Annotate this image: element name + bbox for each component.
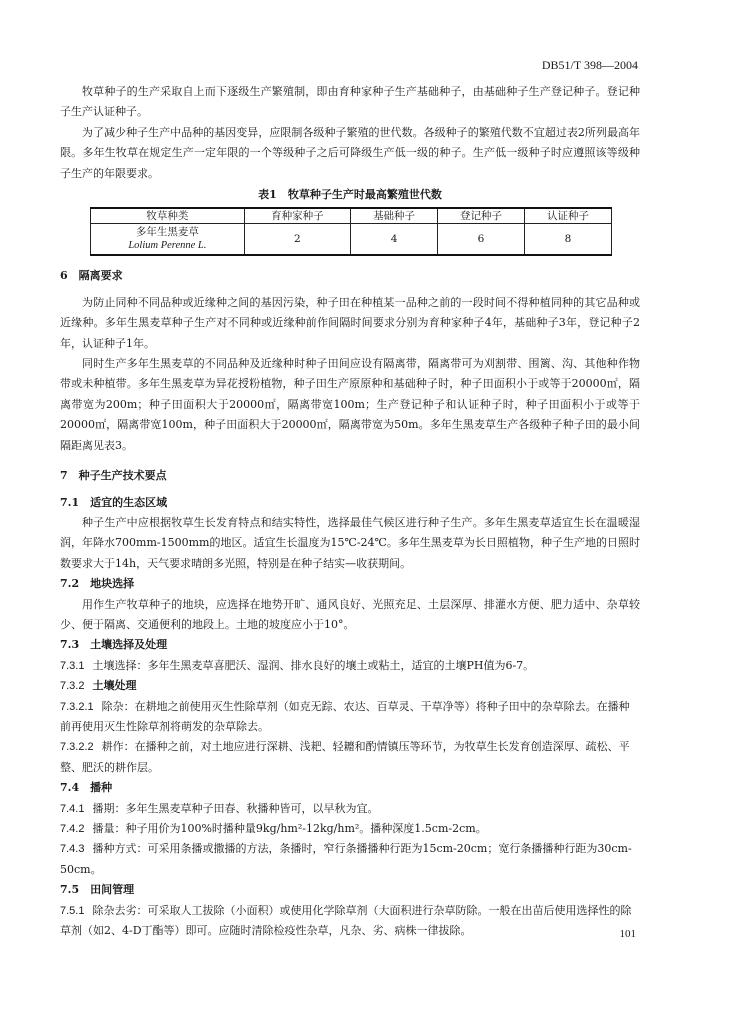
section-number: 7.3.2.1 [60, 700, 94, 713]
species-latin-name: Lolium Perenne L. [128, 240, 207, 252]
section-text: 播量：种子用价为100%时播种量9kg/hm²-12kg/hm²。播种深度1.5cm-2cm。 [92, 822, 487, 835]
header-foundation-seed: 基础种子 [351, 208, 438, 224]
section-number: 7.3.2 [60, 680, 85, 693]
table-title: 表1 牧草种子生产时最高繁殖世代数 [258, 188, 442, 202]
section-text: 耕作：在播种之前，对土地应进行深耕、浅耙、轻耱和酌情镇压等环节，为牧草生长发育创造深厚、疏松、平整、肥沃的耕作层。 [60, 740, 630, 774]
section-text: 除杂：在耕地之前使用灭生性除草剂（如克无踪、农达、百草灵、干草净等）将种子田中的杂草除去。在播种前再使用灭生性除草剂将萌发的杂草除去。 [60, 699, 630, 733]
section-7-3-2 [60, 676, 640, 696]
species-name: 多年生黑麦草 [135, 226, 199, 239]
registered-seed-value: 6 [438, 224, 525, 256]
section-7-2-heading: 7.2 地块选择 [60, 577, 135, 591]
section-number: 7.5.1 [60, 904, 85, 917]
section-number: 7.3.2.2 [60, 741, 94, 754]
section-7-4-heading: 7.4 播种 [60, 781, 113, 795]
document-body [60, 82, 640, 941]
section-number: 7.4.1 [60, 802, 85, 815]
section-text: 播种方式：可采用条播或撒播的方法，条播时，窄行条播播种行距为15cm-20cm；宽行条播播种行距为30cm-50cm。 [60, 842, 632, 876]
section-7-4-3 [60, 839, 640, 880]
section-number: 7.4.2 [60, 823, 85, 835]
section-7-5-heading: 7.5 田间管理 [60, 883, 135, 897]
section-text: 土壤处理 [92, 679, 137, 693]
species-cell [91, 224, 245, 256]
section-text: 播期：多年生黑麦草种子田春、秋播种皆可，以早秋为宜。 [92, 801, 379, 815]
section-7-1-heading: 7.1 适宜的生态区域 [60, 495, 168, 509]
table-row [91, 224, 612, 256]
section-7-3-1 [60, 656, 640, 676]
intro-paragraph-1: 牧草种子的生产采取自上而下逐级生产繁殖制，即由育种家种子生产基础种子，由基础种子生产登记种子。登记种子生产认证种子。 [60, 85, 640, 119]
intro-paragraph-2: 为了减少种子生产中品种的基因变异，应限制各级种子繁殖的世代数。各级种子的繁殖代数不宜超过表2所列最高年限。多年生牧草在规定生产一定年限的一个等级种子之后可降级生产低一级的种子。生产低一级种子时应遵照该等级种子生产的年限要求。 [60, 125, 640, 180]
standard-code: DB51/T 398—2004 [541, 58, 638, 72]
section-number: 7.4.3 [60, 843, 85, 856]
table-header-row [91, 208, 612, 224]
section-text: 除杂去劣：可采取人工拔除（小面积）或使用化学除草剂（大面积进行杂草防除。一般在出苗后使用选择性的除草剂（如2、4-D丁酯等）即可。应随时清除检疫性杂草，凡杂、劣、病株一律拔除。 [60, 903, 632, 938]
section-number: 7.3.1 [60, 659, 85, 672]
generation-table [90, 207, 612, 256]
section-7-3-2-1 [60, 697, 640, 738]
header-registered-seed: 登记种子 [438, 208, 525, 224]
section-6-paragraph-2: 同时生产多年生黑麦草的不同品种及近缘种时种子田间应设有隔离带，隔离带可为刈割带、围篱、沟、其他种作物带或未种植带。多年生黑麦草为异花授粉植物，种子田生产原原种和基础种子时，种子田面积小于或等于20000㎡，隔离带宽为200m；种子田面积大于20000㎡，隔离带宽100m；生产登记种子和认证种子时，种子田面积小于或等于20000㎡，隔离带宽100m，种子田面积大于20000㎡，隔离带宽为50m。多年生黑麦草生产各级种子种子田的最小间隔距离见表3。 [60, 357, 640, 452]
certified-seed-value: 8 [525, 224, 612, 256]
breeder-seed-value: 2 [244, 224, 350, 256]
section-7-1-text: 种子生产中应根据牧草生长发育特点和结实特性，选择最佳气候区进行种子生产。多年生黑麦草适宜生长在温暖湿润，年降水700mm-1500mm的地区。适宜生长温度为15℃-24℃。多年生黑麦草为长日照植物，种子生产地的日照时数要求大于14h，天气要求晴朗多光照，特别是在种子结实—收获期间。 [60, 515, 640, 570]
section-6-heading: 6 隔离要求 [60, 269, 123, 283]
section-7-3-heading: 7.3 土壤选择及处理 [60, 638, 168, 652]
section-7-4-2 [60, 819, 640, 839]
header-species: 牧草种类 [91, 208, 245, 224]
section-6-paragraph-1: 为防止同种不同品种或近缘种之间的基因污染，种子田在种植某一品种之前的一段时间不得种植同种的其它品种或近缘种。多年生黑麦草种子生产对不同种或近缘种前作间隔时间要求分别为育种家种子4年，基础种子3年，登记种子2年，认证种子1年。 [60, 295, 640, 350]
section-7-heading: 7 种子生产技术要点 [60, 469, 167, 483]
header-breeder-seed: 育种家种子 [244, 208, 350, 224]
section-7-3-2-2 [60, 737, 640, 778]
page-number: 101 [619, 928, 636, 940]
section-7-5-1 [60, 901, 640, 942]
header-certified-seed: 认证种子 [525, 208, 612, 224]
foundation-seed-value: 4 [351, 224, 438, 256]
section-7-2-text: 用作生产牧草种子的地块，应选择在地势开旷、通风良好、光照充足、土层深厚、排灌水方便、肥力适中、杂草较少、便于隔离、交通便利的地段上。土地的坡度应小于10°。 [60, 597, 640, 631]
section-7-4-1 [60, 799, 640, 819]
section-text: 土壤选择：多年生黑麦草喜肥沃、湿润、排水良好的壤土或粘土，适宜的土壤PH值为6-7。 [92, 658, 535, 672]
